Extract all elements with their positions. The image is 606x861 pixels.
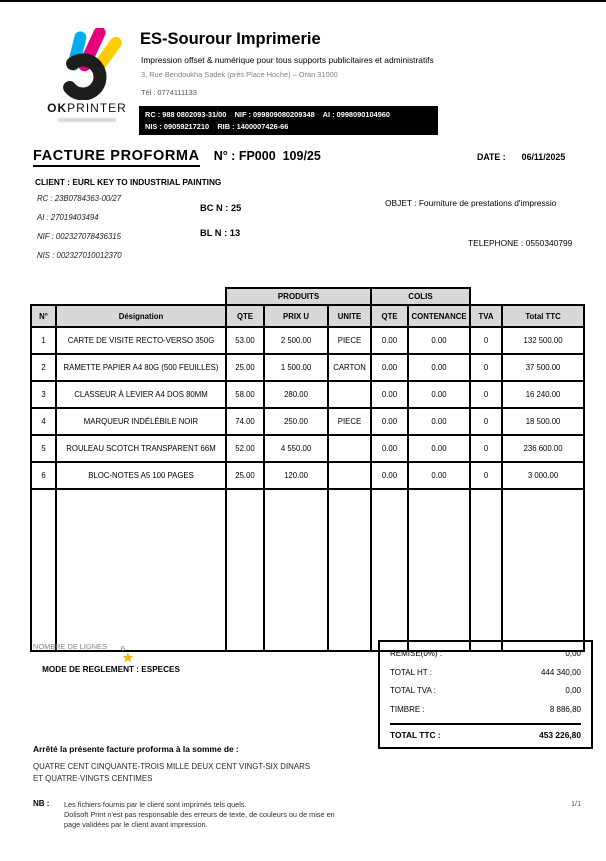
cell-designation: MARQUEUR INDÉLÉBILE NOIR	[56, 408, 226, 435]
client-nis: NIS : 002327010012370	[37, 251, 122, 260]
table-row	[31, 408, 584, 435]
nb-line2: Dolisoft Print n'est pas responsable des erreurs de texte, de couleurs ou de mise en	[64, 810, 335, 819]
cell-prix-u: 280.00	[264, 381, 328, 408]
cell-contenance: 0.00	[408, 354, 470, 381]
table-row	[31, 327, 584, 354]
registry-line1: RC : 988 0802093-31/00 NIF : 099809080209348 AI : 0998090104960	[145, 110, 391, 119]
timbre-label: TIMBRE :	[390, 704, 425, 714]
logo-printer: PRINTER	[67, 101, 127, 115]
cell-total-ttc: 132 500.00	[502, 327, 584, 354]
total-ht-value: 444 340,00	[540, 667, 581, 677]
registry-line2: NIS : 09059217210 RIB : 1400007426-66	[145, 122, 289, 131]
nb-line1: Les fichiers fournis par le client sont imprimés tels quels.	[64, 800, 247, 809]
cell-qte: 74.00	[226, 408, 264, 435]
table-row	[31, 435, 584, 462]
telephone-line: TELEPHONE : 0550340799	[468, 238, 573, 248]
col-qte: QTE	[226, 305, 264, 327]
cell-designation: BLOC-NOTES A5 100 PAGES	[56, 462, 226, 489]
cell-no: 2	[31, 354, 56, 381]
cell-contenance: 0.00	[408, 462, 470, 489]
cell-tva: 0	[470, 327, 502, 354]
page-number: 1/1	[571, 799, 582, 808]
company-tagline: Impression offset & numérique pour tous supports publicitaires et administratifs	[141, 55, 434, 65]
total-ttc-value: 453 226,80	[539, 730, 581, 740]
table-row	[31, 462, 584, 489]
invoice-date	[477, 152, 565, 162]
group-spacer-right	[470, 288, 584, 305]
company-phone: Tél : 0774111133	[141, 88, 197, 97]
cell-contenance: 0.00	[408, 408, 470, 435]
cell-prix-u: 1 500.00	[264, 354, 328, 381]
group-colis: COLIS	[371, 288, 470, 305]
client-nif: NIF : 002327078436315	[37, 232, 121, 241]
cell-no: 3	[31, 381, 56, 408]
total-ht-label: TOTAL HT :	[390, 667, 432, 677]
group-header-row	[31, 288, 584, 305]
col-prix-u: PRIX U	[264, 305, 328, 327]
client-name-line: CLIENT : EURL KEY TO INDUSTRIAL PAINTING	[35, 177, 222, 187]
cell-tva: 0	[470, 435, 502, 462]
total-tva-value: 0,00	[565, 686, 581, 695]
cell-tva: 0	[470, 408, 502, 435]
cell-unite	[328, 435, 371, 462]
total-row-timbre	[390, 705, 581, 714]
amount-words-line2: ET QUATRE-VINGTS CENTIMES	[33, 774, 153, 783]
cell-colis-qte: 0.00	[371, 408, 408, 435]
cell-unite: CARTON	[328, 354, 371, 381]
col-no: N°	[31, 305, 56, 327]
cell-unite: PIECE	[328, 408, 371, 435]
col-contenance: CONTENANCE	[408, 305, 470, 327]
col-designation: Désignation	[56, 305, 226, 327]
group-spacer-left	[31, 288, 226, 305]
client-ai: AI : 27019403494	[37, 213, 99, 222]
col-colis-qte: QTE	[371, 305, 408, 327]
cell-contenance: 0.00	[408, 381, 470, 408]
logo-tagline-blur	[58, 118, 116, 122]
cell-designation: RAMETTE PAPIER A4 80G (500 FEUILLES)	[56, 354, 226, 381]
cell-prix-u: 120.00	[264, 462, 328, 489]
totals-box	[378, 640, 593, 749]
total-tva-label: TOTAL TVA :	[390, 686, 436, 695]
bl-number: BL N : 13	[200, 228, 241, 238]
cell-colis-qte: 0.00	[371, 327, 408, 354]
cell-total-ttc: 16 240.00	[502, 381, 584, 408]
star-icon: ★	[122, 650, 134, 665]
col-unite: UNITE	[328, 305, 371, 327]
cell-no: 4	[31, 408, 56, 435]
okprinter-hand-icon	[42, 28, 132, 100]
cell-designation: ROULEAU SCOTCH TRANSPARENT 66M	[56, 435, 226, 462]
remise-label: REMISE(0%) :	[390, 649, 443, 658]
logo-ok: OK	[47, 101, 68, 115]
line-count-value: 6	[120, 644, 126, 653]
cell-contenance: 0.00	[408, 327, 470, 354]
items-table	[30, 287, 585, 652]
cell-colis-qte: 0.00	[371, 381, 408, 408]
cell-tva: 0	[470, 354, 502, 381]
cell-prix-u: 250.00	[264, 408, 328, 435]
table-row	[31, 354, 584, 381]
cell-tva: 0	[470, 462, 502, 489]
company-address: 3, Rue Bendoukha Sadek (près Place Hoche) – Oran 31000	[141, 70, 338, 79]
total-row-tva	[390, 686, 581, 695]
invoice-number: N° : FP000 109/25	[213, 149, 321, 163]
remise-value: 0,00	[565, 649, 581, 658]
cell-unite: PIECE	[328, 327, 371, 354]
nb-line3: page validées par le client avant impression.	[64, 820, 208, 829]
date-value: 06/11/2025	[521, 152, 566, 162]
payment-mode-value: ESPECES	[141, 665, 180, 674]
group-produits: PRODUITS	[226, 288, 371, 305]
total-row-remise	[390, 649, 581, 658]
amount-words-intro: Arrêté la présente facture proforma à la somme de :	[33, 744, 239, 754]
cell-qte: 25.00	[226, 354, 264, 381]
cell-prix-u: 4 550.00	[264, 435, 328, 462]
cell-colis-qte: 0.00	[371, 354, 408, 381]
cell-no: 1	[31, 327, 56, 354]
logo-wordmark	[42, 101, 132, 115]
line-count-label: NOMBRE DE LIGNES	[33, 642, 107, 651]
amount-words-line1: QUATRE CENT CINQUANTE-TROIS MILLE DEUX CENT VINGT-SIX DINARS	[33, 762, 311, 771]
cell-designation: CLASSEUR À LEVIER A4 DOS 80MM	[56, 381, 226, 408]
column-header-row	[31, 305, 584, 327]
cell-qte: 52.00	[226, 435, 264, 462]
cell-qte: 25.00	[226, 462, 264, 489]
payment-mode	[33, 650, 180, 683]
company-logo	[42, 28, 132, 122]
cell-qte: 58.00	[226, 381, 264, 408]
cell-unite	[328, 462, 371, 489]
total-row-ht	[390, 668, 581, 677]
total-row-ttc	[390, 723, 581, 740]
cell-tva: 0	[470, 381, 502, 408]
cell-total-ttc: 37 500.00	[502, 354, 584, 381]
company-name: ES-Sourour Imprimerie	[140, 30, 321, 48]
empty-filler-row	[31, 489, 584, 651]
cell-colis-qte: 0.00	[371, 435, 408, 462]
col-total-ttc: Total TTC	[502, 305, 584, 327]
timbre-value: 8 886,80	[549, 704, 581, 714]
cell-designation: CARTE DE VISITE RECTO-VERSO 350G	[56, 327, 226, 354]
objet-line: OBJET : Fourniture de prestations d'impressio	[385, 198, 557, 208]
page-top-rule	[0, 0, 606, 2]
client-rc: RC : 23B0784363-00/27	[37, 194, 122, 203]
payment-mode-label: MODE DE REGLEMENT :	[42, 665, 142, 674]
invoice-title: FACTURE PROFORMA	[33, 148, 200, 167]
cell-no: 6	[31, 462, 56, 489]
cell-unite	[328, 381, 371, 408]
invoice-title-row	[33, 148, 321, 167]
cell-no: 5	[31, 435, 56, 462]
bc-number: BC N : 25	[200, 203, 242, 213]
cell-total-ttc: 236 600.00	[502, 435, 584, 462]
cell-prix-u: 2 500.00	[264, 327, 328, 354]
cell-qte: 53.00	[226, 327, 264, 354]
cell-total-ttc: 3 000.00	[502, 462, 584, 489]
cell-contenance: 0.00	[408, 435, 470, 462]
line-count	[33, 642, 125, 651]
col-tva: TVA	[470, 305, 502, 327]
nb-label: NB :	[33, 799, 50, 808]
cell-colis-qte: 0.00	[371, 462, 408, 489]
date-label: DATE :	[477, 152, 506, 162]
company-registry-bar	[139, 106, 438, 135]
table-row	[31, 381, 584, 408]
total-ttc-label: TOTAL TTC :	[390, 730, 441, 740]
cell-total-ttc: 18 500.00	[502, 408, 584, 435]
